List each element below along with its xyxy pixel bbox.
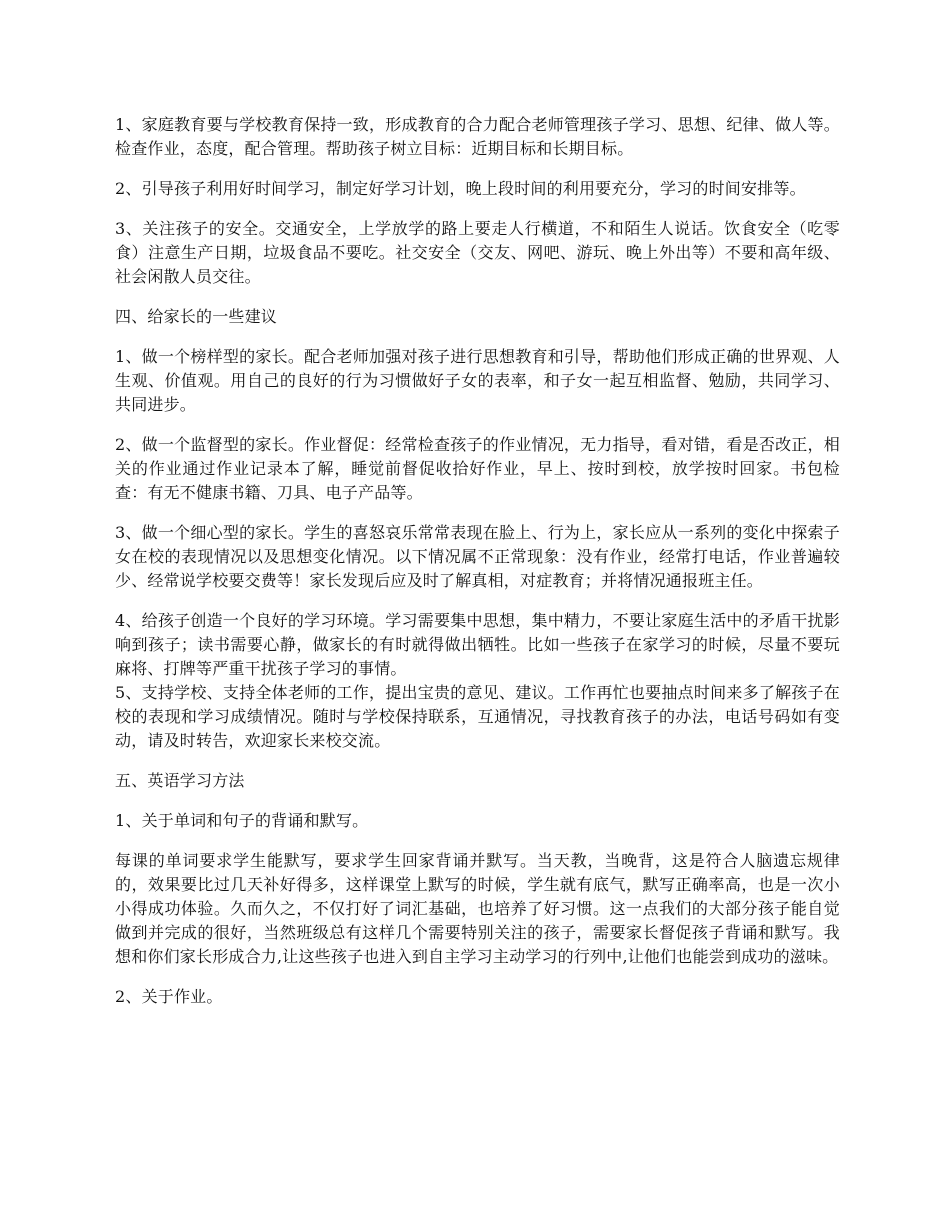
document-body [115,113,840,1025]
paragraph-1: 1、家庭教育要与学校教育保持一致，形成教育的合力配合老师管理孩子学习、思想、纪律、做人等。检查作业，态度，配合管理。帮助孩子树立目标：近期目标和长期目标。 [115,115,840,158]
paragraph-3: 3、关注孩子的安全。交通安全，上学放学的路上要走人行横道，不和陌生人说话。饮食安全（吃零食）注意生产日期，垃圾食品不要吃。社交安全（交友、网吧、游玩、晚上外出等）不要和高年级、社会闲散人员交往。 [115,219,840,286]
section-heading-4: 四、给家长的一些建议 [115,307,278,326]
paragraph-4-2: 2、做一个监督型的家长。作业督促：经常检查孩子的作业情况，无力指导，看对错，看是否改正，相关的作业通过作业记录本了解，睡觉前督促收拾好作业，早上、按时到校，放学按时回家。书包检查：有无不健康书籍、刀具、电子产品等。 [115,435,840,502]
paragraph-5-2: 2、关于作业。 [115,987,223,1006]
section-heading-5: 五、英语学习方法 [115,771,245,790]
paragraph-5-body: 每课的单词要求学生能默写，要求学生回家背诵并默写。当天教，当晚背，这是符合人脑遗忘规律的，效果要比过几天补好得多，这样课堂上默写的时候，学生就有底气，默写正确率高，也是一次小小得成功体验。久而久之，不仅打好了词汇基础，也培养了好习惯。这一点我们的大部分孩子能自觉做到并完成的很好，当然班级总有这样几个需要特别关注的孩子，需要家长督促孩子背诵和默写。我想和你们家长形成合力,让这些孩子也进入到自主学习主动学习的行列中,让他们也能尝到成功的滋味。 [115,851,840,966]
paragraph-2: 2、引导孩子利用好时间学习，制定好学习计划，晚上段时间的利用要充分，学习的时间安排等。 [115,179,806,198]
paragraph-4-4: 4、给孩子创造一个良好的学习环境。学习需要集中思想，集中精力，不要让家庭生活中的矛盾干扰影响到孩子；读书需要心静，做家长的有时就得做出牺牲。比如一些孩子在家学习的时候，尽量不要玩麻将、打牌等严重干扰孩子学习的事情。 [115,611,840,678]
paragraph-4-1: 1、做一个榜样型的家长。配合老师加强对孩子进行思想教育和引导，帮助他们形成正确的世界观、人生观、价值观。用自己的良好的行为习惯做好子女的表率，和子女一起互相监督、勉励，共同学习、共同进步。 [115,347,840,414]
paragraph-4-5: 5、支持学校、支持全体老师的工作，提出宝贵的意见、建议。工作再忙也要抽点时间来多了解孩子在校的表现和学习成绩情况。随时与学校保持联系，互通情况，寻找教育孩子的办法，电话号码如有变动，请及时转告，欢迎家长来校交流。 [115,683,840,750]
paragraph-5-1: 1、关于单词和句子的背诵和默写。 [115,811,369,830]
paragraph-4-3: 3、做一个细心型的家长。学生的喜怒哀乐常常表现在脸上、行为上，家长应从一系列的变化中探索子女在校的表现情况以及思想变化情况。以下情况属不正常现象：没有作业，经常打电话，作业普遍较少、经常说学校要交费等！家长发现后应及时了解真相，对症教育；并将情况通报班主任。 [115,523,840,590]
